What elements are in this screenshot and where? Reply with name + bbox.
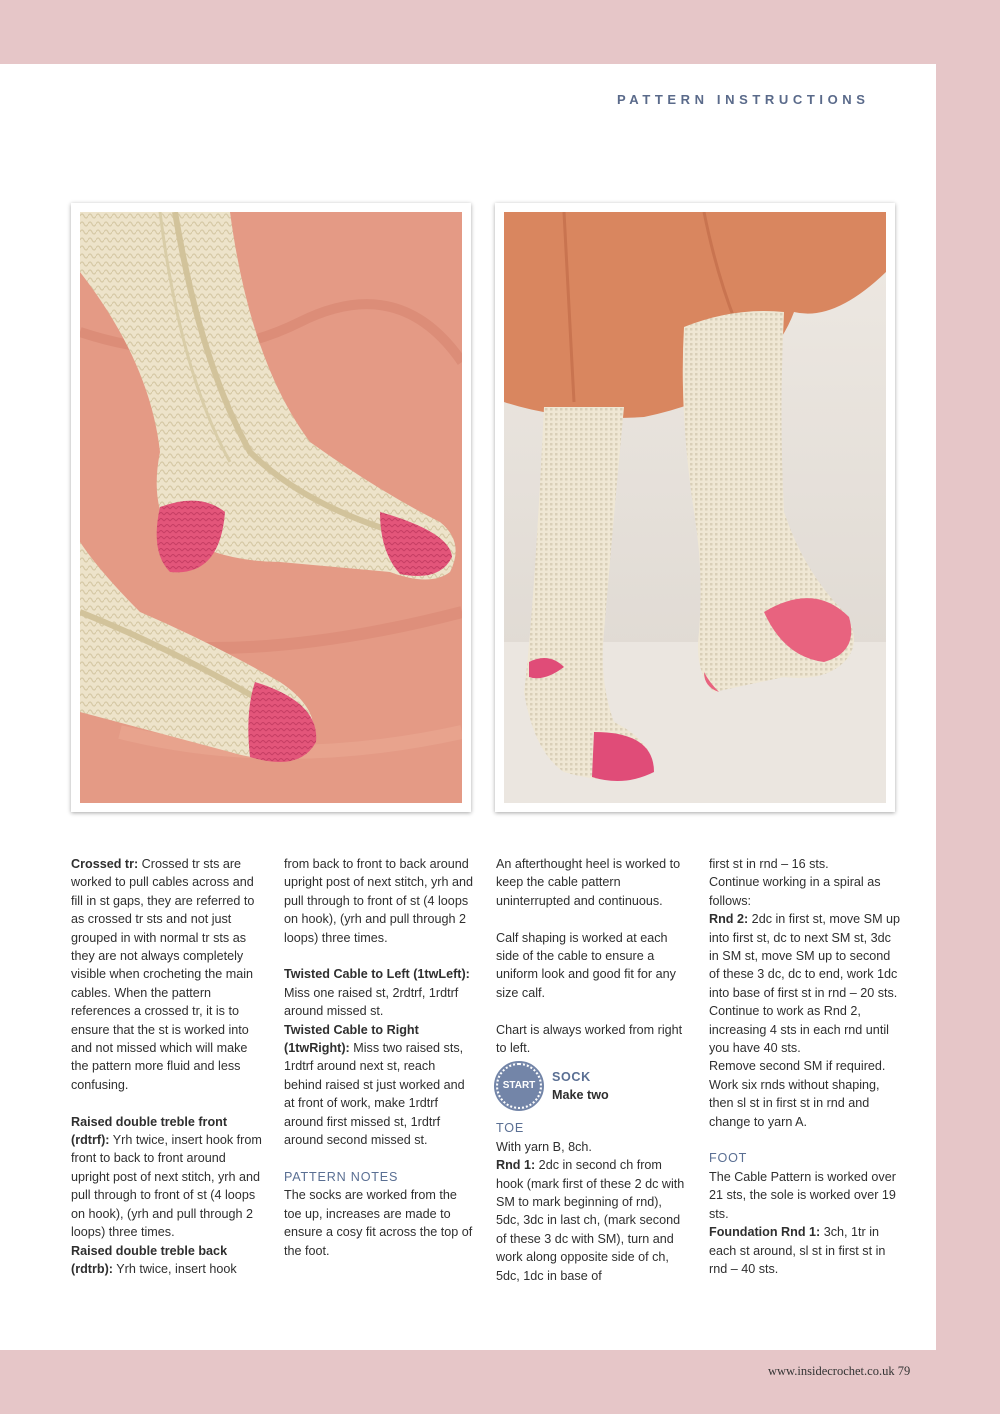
- text-column-3: [496, 855, 688, 1285]
- footer-url[interactable]: www.insidecrochet.co.uk: [768, 1364, 895, 1378]
- section-header: PATTERN INSTRUCTIONS: [617, 92, 870, 107]
- heel-note: An afterthought heel is worked to keep the cable pattern uninterrupted and continuous.: [496, 857, 681, 908]
- photo-socks-flatlay-image: [80, 212, 462, 803]
- def-rnd2: 2dc in first st, move SM up into first st, dc to next SM st, 3dc in SM st, move SM up to second of these 3 dc, dc to end, work 1dc into base of first st in rnd – 20 sts.: [709, 912, 901, 1000]
- photo-socks-worn-image: [504, 212, 886, 803]
- increase-note: Continue to work as Rnd 2, increasing 4 sts in each rnd until you have 40 sts.: [709, 1004, 889, 1056]
- rnd1-cont: first st in rnd – 16 sts.: [709, 857, 829, 871]
- photo-socks-flatlay: [71, 203, 471, 812]
- text-column-4: [709, 855, 901, 1278]
- def-rdtrb-cont: from back to front to back around upright post of next stitch, yrh and pull through to front of st (4 loops on hook), (yrh and pull through 2 loops) three times.: [284, 857, 474, 945]
- term-rnd2: Rnd 2:: [709, 912, 749, 927]
- spiral-note: Continue working in a spiral as follows:: [709, 875, 881, 908]
- photo-socks-worn: [495, 203, 895, 812]
- def-foundation-rnd1: 3ch, 1tr in each st around, sl st in first st in rnd – 40 sts.: [709, 1225, 886, 1276]
- pattern-notes-text: The socks are worked from the toe up, increases are made to ensure a cosy fit across the top of the foot.: [284, 1188, 473, 1258]
- text-column-1: [71, 855, 263, 1278]
- sock-title: SOCK: [552, 1070, 591, 1085]
- footer: [768, 1364, 910, 1379]
- foot-heading: FOOT: [709, 1151, 748, 1166]
- remove-sm-note: Remove second SM if required. Work six rnds without shaping, then sl st in first st in rnd and change to yarn A.: [709, 1059, 886, 1129]
- make-two-label: Make two: [552, 1088, 609, 1103]
- chart-note: Chart is always worked from right to left.: [496, 1022, 683, 1056]
- toe-line-1: With yarn B, 8ch.: [496, 1139, 592, 1154]
- toe-heading: TOE: [496, 1121, 525, 1136]
- term-rnd1: Rnd 1:: [496, 1158, 536, 1173]
- def-rdtrf: Yrh twice, insert hook from front to back to front around upright post of next stitch, yrh and pull through to front of st (4 loops on hook), (yrh and pull through 2 loops) three times.: [71, 1133, 262, 1240]
- page-number: 79: [897, 1364, 911, 1378]
- calf-note: Calf shaping is worked at each side of the cable to ensure a uniform look and good fit for any size calf.: [496, 930, 676, 1000]
- term-crossed-tr: Crossed tr:: [71, 857, 139, 871]
- pattern-notes-heading: PATTERN NOTES: [284, 1169, 399, 1184]
- term-rdtrf: Raised double treble front (rdtrf):: [71, 1114, 228, 1148]
- def-rnd1: 2dc in second ch from hook (mark first of these 2 dc with SM to mark beginning of rnd), 5dc, 3dc in last ch, (mark second of these 3 dc with SM), turn and work along opposite side of ch, 5dc, 1dc in base of: [496, 1158, 685, 1283]
- start-badge: START: [496, 1063, 542, 1109]
- foot-text: The Cable Pattern is worked over 21 sts, the sole is worked over 19 sts.: [709, 1169, 896, 1221]
- def-1twleft: Miss one raised st, 2rdtrf, 1rdtrf around missed st.: [284, 985, 459, 1019]
- def-rdtrb: Yrh twice, insert hook: [112, 1261, 237, 1276]
- term-rdtrb: Raised double treble back (rdtrb):: [71, 1243, 228, 1276]
- def-1twright: Miss two raised sts, 1rdtrf around next st, reach behind raised st just worked and at front of work, make 1rdtrf around first missed st, 1rdtrf around second missed st.: [284, 1041, 465, 1148]
- text-column-2: [284, 855, 476, 1260]
- term-1twright: Twisted Cable to Right (1twRight):: [284, 1022, 419, 1056]
- def-crossed-tr: Crossed tr sts are worked to pull cables across and fill in st gaps, they are referred to as crossed tr sts and not just grouped in with normal tr sts as they are not always completely visible when crocheting the main cables. When the pattern references a crossed tr, it is to ensure that the st is worked into and not missed which will make the pattern more fluid and less confusing.: [71, 857, 255, 1092]
- term-foundation-rnd1: Foundation Rnd 1:: [709, 1225, 821, 1240]
- start-section: [496, 1063, 688, 1109]
- term-1twleft: Twisted Cable to Left (1twLeft):: [284, 967, 470, 982]
